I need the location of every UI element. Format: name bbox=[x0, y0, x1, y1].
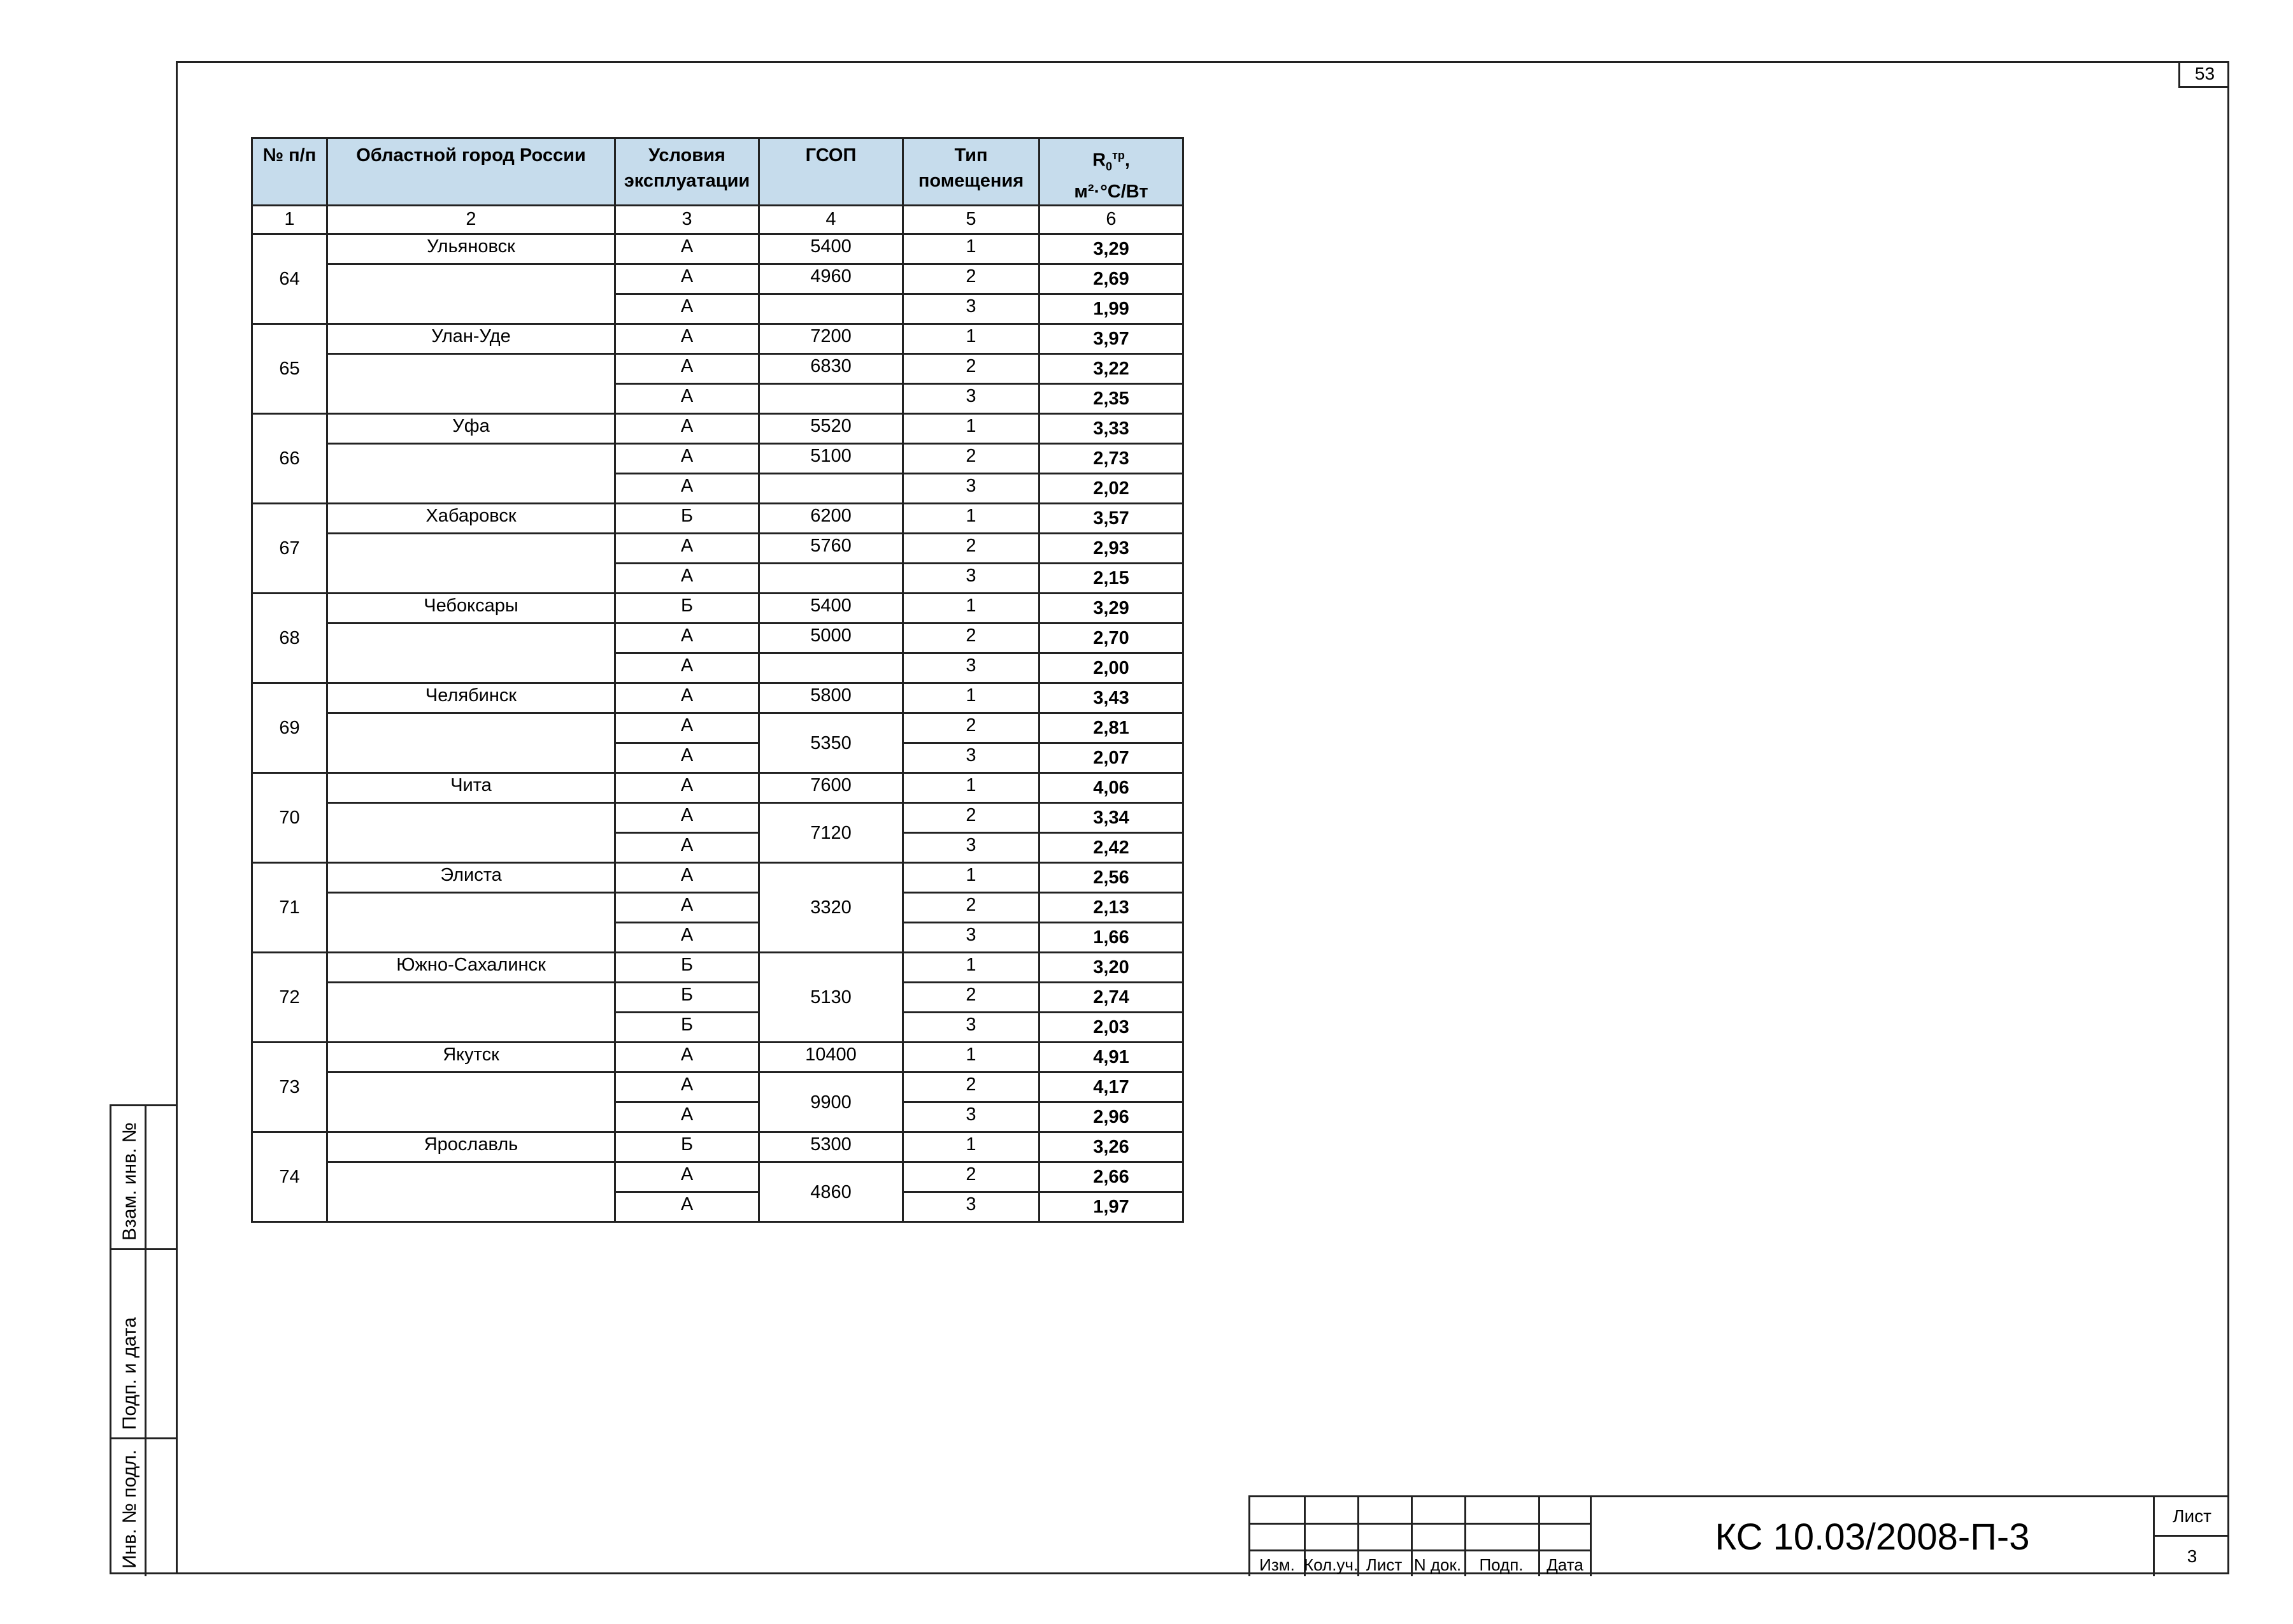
table-row bbox=[252, 1072, 1183, 1102]
resistance-value: 2,00 bbox=[1039, 653, 1183, 683]
resistance-value: 3,26 bbox=[1039, 1132, 1183, 1162]
tb-label-date: Дата bbox=[1547, 1555, 1583, 1574]
operating-conditions: А bbox=[615, 1072, 759, 1102]
operating-conditions: А bbox=[615, 534, 759, 564]
row-number: 69 bbox=[252, 683, 327, 773]
gsop-value: 9900 bbox=[759, 1072, 903, 1132]
city-name: Чебоксары bbox=[327, 594, 615, 623]
room-type: 2 bbox=[903, 354, 1039, 384]
room-type: 2 bbox=[903, 1072, 1039, 1102]
table-row bbox=[252, 713, 1183, 743]
room-type: 1 bbox=[903, 953, 1039, 983]
row-number: 65 bbox=[252, 324, 327, 414]
operating-conditions: А bbox=[615, 833, 759, 863]
room-type: 2 bbox=[903, 1162, 1039, 1192]
row-number: 67 bbox=[252, 504, 327, 594]
resistance-value: 3,29 bbox=[1039, 234, 1183, 264]
gsop-value bbox=[759, 474, 903, 504]
city-name: Элиста bbox=[327, 863, 615, 893]
tb-label-signature: Подп. bbox=[1479, 1555, 1524, 1574]
operating-conditions: А bbox=[615, 474, 759, 504]
row-number: 68 bbox=[252, 594, 327, 683]
room-type: 3 bbox=[903, 564, 1039, 594]
title-block bbox=[1248, 1495, 2229, 1574]
table-row bbox=[252, 1132, 1183, 1162]
resistance-value: 1,99 bbox=[1039, 294, 1183, 324]
table-row bbox=[252, 773, 1183, 803]
side-label-signature: Подп. и дата bbox=[119, 1317, 140, 1430]
room-type: 3 bbox=[903, 743, 1039, 773]
resistance-value: 2,02 bbox=[1039, 474, 1183, 504]
operating-conditions: А bbox=[615, 324, 759, 354]
revision-grid bbox=[1248, 1497, 1590, 1576]
city-name-blank bbox=[327, 803, 615, 863]
resistance-value: 3,29 bbox=[1039, 594, 1183, 623]
room-type: 1 bbox=[903, 504, 1039, 534]
city-name-blank bbox=[327, 1162, 615, 1222]
room-type: 2 bbox=[903, 803, 1039, 833]
operating-conditions: А bbox=[615, 923, 759, 953]
header-number: № п/п bbox=[252, 138, 327, 206]
room-type: 1 bbox=[903, 1132, 1039, 1162]
operating-conditions: А bbox=[615, 863, 759, 893]
tb-label-change: Изм. bbox=[1259, 1555, 1295, 1574]
resistance-value: 4,06 bbox=[1039, 773, 1183, 803]
room-type: 2 bbox=[903, 893, 1039, 923]
resistance-table bbox=[251, 137, 1184, 1223]
city-name-blank bbox=[327, 623, 615, 683]
gsop-value: 7600 bbox=[759, 773, 903, 803]
column-number: 3 bbox=[615, 206, 759, 234]
resistance-value: 3,97 bbox=[1039, 324, 1183, 354]
gsop-value bbox=[759, 653, 903, 683]
room-type: 1 bbox=[903, 863, 1039, 893]
city-name-blank bbox=[327, 713, 615, 773]
table-row bbox=[252, 414, 1183, 444]
resistance-value: 3,43 bbox=[1039, 683, 1183, 713]
gsop-value: 4960 bbox=[759, 264, 903, 294]
operating-conditions: Б bbox=[615, 1132, 759, 1162]
room-type: 3 bbox=[903, 1013, 1039, 1043]
city-name: Южно-Сахалинск bbox=[327, 953, 615, 983]
resistance-value: 2,42 bbox=[1039, 833, 1183, 863]
resistance-value: 3,34 bbox=[1039, 803, 1183, 833]
gsop-value: 5130 bbox=[759, 953, 903, 1043]
operating-conditions: А bbox=[615, 234, 759, 264]
resistance-value: 2,93 bbox=[1039, 534, 1183, 564]
operating-conditions: Б bbox=[615, 983, 759, 1013]
resistance-value: 2,74 bbox=[1039, 983, 1183, 1013]
gsop-value: 5800 bbox=[759, 683, 903, 713]
operating-conditions: А bbox=[615, 1192, 759, 1222]
operating-conditions: А bbox=[615, 743, 759, 773]
resistance-value: 2,03 bbox=[1039, 1013, 1183, 1043]
room-type: 1 bbox=[903, 324, 1039, 354]
room-type: 1 bbox=[903, 234, 1039, 264]
side-cell-signature bbox=[111, 1250, 178, 1439]
row-number: 73 bbox=[252, 1043, 327, 1132]
gsop-value bbox=[759, 384, 903, 414]
city-name: Улан-Уде bbox=[327, 324, 615, 354]
gsop-value: 5100 bbox=[759, 444, 903, 474]
city-name: Чита bbox=[327, 773, 615, 803]
table-row bbox=[252, 983, 1183, 1013]
gsop-value: 4860 bbox=[759, 1162, 903, 1222]
operating-conditions: А bbox=[615, 1102, 759, 1132]
gsop-value: 10400 bbox=[759, 1043, 903, 1072]
room-type: 1 bbox=[903, 683, 1039, 713]
table-row bbox=[252, 623, 1183, 653]
table-row bbox=[252, 354, 1183, 384]
table-row bbox=[252, 683, 1183, 713]
row-number: 74 bbox=[252, 1132, 327, 1222]
resistance-value: 1,97 bbox=[1039, 1192, 1183, 1222]
row-number: 70 bbox=[252, 773, 327, 863]
gsop-value: 7200 bbox=[759, 324, 903, 354]
side-stamp-strip bbox=[110, 1104, 176, 1574]
room-type: 2 bbox=[903, 534, 1039, 564]
room-type: 2 bbox=[903, 264, 1039, 294]
resistance-value: 2,13 bbox=[1039, 893, 1183, 923]
table-row bbox=[252, 803, 1183, 833]
room-type: 2 bbox=[903, 444, 1039, 474]
side-cell-inventory bbox=[111, 1439, 178, 1576]
operating-conditions: А bbox=[615, 1043, 759, 1072]
operating-conditions: А bbox=[615, 623, 759, 653]
table-row bbox=[252, 324, 1183, 354]
header-resistance: $R_0^{тр}$, м²·°С/Вт bbox=[1039, 138, 1183, 206]
room-type: 2 bbox=[903, 623, 1039, 653]
city-name-blank bbox=[327, 893, 615, 953]
city-name-blank bbox=[327, 444, 615, 504]
operating-conditions: А bbox=[615, 653, 759, 683]
resistance-value: 2,69 bbox=[1039, 264, 1183, 294]
gsop-value bbox=[759, 294, 903, 324]
city-name-blank bbox=[327, 534, 615, 594]
gsop-value bbox=[759, 564, 903, 594]
resistance-value: 3,33 bbox=[1039, 414, 1183, 444]
operating-conditions: А bbox=[615, 294, 759, 324]
resistance-value: 2,35 bbox=[1039, 384, 1183, 414]
operating-conditions: А bbox=[615, 564, 759, 594]
column-number-row bbox=[252, 206, 1183, 234]
city-name: Якутск bbox=[327, 1043, 615, 1072]
gsop-value: 5520 bbox=[759, 414, 903, 444]
operating-conditions: Б bbox=[615, 953, 759, 983]
side-label-replacement: Взам. инв. № bbox=[119, 1122, 140, 1241]
operating-conditions: Б bbox=[615, 504, 759, 534]
room-type: 3 bbox=[903, 833, 1039, 863]
resistance-value: 2,96 bbox=[1039, 1102, 1183, 1132]
room-type: 1 bbox=[903, 773, 1039, 803]
gsop-value: 5300 bbox=[759, 1132, 903, 1162]
gsop-value: 6200 bbox=[759, 504, 903, 534]
sheet-number: 3 bbox=[2187, 1546, 2197, 1566]
tb-label-count: Кол.уч. bbox=[1304, 1555, 1359, 1574]
table-header-row bbox=[252, 138, 1183, 206]
row-number: 71 bbox=[252, 863, 327, 953]
column-number: 1 bbox=[252, 206, 327, 234]
resistance-value: 2,07 bbox=[1039, 743, 1183, 773]
header-city: Областной город России bbox=[327, 138, 615, 206]
side-cell-replacement bbox=[111, 1106, 178, 1250]
operating-conditions: А bbox=[615, 354, 759, 384]
header-room-type: Тип помещения bbox=[903, 138, 1039, 206]
row-number: 64 bbox=[252, 234, 327, 324]
room-type: 1 bbox=[903, 414, 1039, 444]
resistance-value: 2,66 bbox=[1039, 1162, 1183, 1192]
resistance-value: 4,17 bbox=[1039, 1072, 1183, 1102]
room-type: 3 bbox=[903, 653, 1039, 683]
operating-conditions: А bbox=[615, 773, 759, 803]
operating-conditions: А bbox=[615, 803, 759, 833]
sheet-box bbox=[2153, 1497, 2229, 1576]
header-conditions: Условия эксплуатации bbox=[615, 138, 759, 206]
gsop-value: 7120 bbox=[759, 803, 903, 863]
table-row bbox=[252, 1043, 1183, 1072]
tb-label-sheet: Лист bbox=[1366, 1555, 1403, 1574]
operating-conditions: А bbox=[615, 1162, 759, 1192]
room-type: 3 bbox=[903, 923, 1039, 953]
city-name: Ульяновск bbox=[327, 234, 615, 264]
table-row bbox=[252, 504, 1183, 534]
city-name: Уфа bbox=[327, 414, 615, 444]
gsop-value: 5000 bbox=[759, 623, 903, 653]
resistance-value: 3,57 bbox=[1039, 504, 1183, 534]
table-row bbox=[252, 234, 1183, 264]
resistance-value: 3,22 bbox=[1039, 354, 1183, 384]
gsop-value: 5760 bbox=[759, 534, 903, 564]
column-number: 5 bbox=[903, 206, 1039, 234]
resistance-value: 2,81 bbox=[1039, 713, 1183, 743]
room-type: 2 bbox=[903, 983, 1039, 1013]
operating-conditions: А bbox=[615, 264, 759, 294]
operating-conditions: А bbox=[615, 893, 759, 923]
resistance-value: 2,15 bbox=[1039, 564, 1183, 594]
room-type: 3 bbox=[903, 474, 1039, 504]
table-row bbox=[252, 444, 1183, 474]
table-row bbox=[252, 893, 1183, 923]
city-name: Челябинск bbox=[327, 683, 615, 713]
operating-conditions: А bbox=[615, 444, 759, 474]
resistance-value: 4,91 bbox=[1039, 1043, 1183, 1072]
row-number: 66 bbox=[252, 414, 327, 504]
resistance-value: 3,20 bbox=[1039, 953, 1183, 983]
table-row bbox=[252, 1162, 1183, 1192]
table-row bbox=[252, 594, 1183, 623]
column-number: 2 bbox=[327, 206, 615, 234]
city-name-blank bbox=[327, 264, 615, 324]
room-type: 1 bbox=[903, 1043, 1039, 1072]
operating-conditions: Б bbox=[615, 594, 759, 623]
column-number: 6 bbox=[1039, 206, 1183, 234]
gsop-value: 5400 bbox=[759, 234, 903, 264]
room-type: 3 bbox=[903, 1102, 1039, 1132]
header-gsop: ГСОП bbox=[759, 138, 903, 206]
tb-label-doc: N док. bbox=[1413, 1555, 1462, 1574]
resistance-value: 2,70 bbox=[1039, 623, 1183, 653]
table-row bbox=[252, 534, 1183, 564]
row-number: 72 bbox=[252, 953, 327, 1043]
table-row bbox=[252, 264, 1183, 294]
operating-conditions: А bbox=[615, 384, 759, 414]
table-row bbox=[252, 863, 1183, 893]
city-name: Хабаровск bbox=[327, 504, 615, 534]
page-number: 53 bbox=[2178, 61, 2229, 88]
side-label-inventory: Инв. № подл. bbox=[119, 1449, 140, 1569]
city-name-blank bbox=[327, 354, 615, 414]
gsop-value: 5350 bbox=[759, 713, 903, 773]
resistance-value: 1,66 bbox=[1039, 923, 1183, 953]
resistance-value: 2,56 bbox=[1039, 863, 1183, 893]
room-type: 3 bbox=[903, 294, 1039, 324]
resistance-value: 2,73 bbox=[1039, 444, 1183, 474]
room-type: 1 bbox=[903, 594, 1039, 623]
operating-conditions: Б bbox=[615, 1013, 759, 1043]
sheet-label: Лист bbox=[2155, 1497, 2229, 1537]
column-number: 4 bbox=[759, 206, 903, 234]
gsop-value: 5400 bbox=[759, 594, 903, 623]
gsop-value: 3320 bbox=[759, 863, 903, 953]
room-type: 3 bbox=[903, 384, 1039, 414]
operating-conditions: А bbox=[615, 414, 759, 444]
room-type: 3 bbox=[903, 1192, 1039, 1222]
city-name-blank bbox=[327, 983, 615, 1043]
table-row bbox=[252, 953, 1183, 983]
operating-conditions: А bbox=[615, 713, 759, 743]
room-type: 2 bbox=[903, 713, 1039, 743]
city-name: Ярославль bbox=[327, 1132, 615, 1162]
operating-conditions: А bbox=[615, 683, 759, 713]
document-code: КС 10.03/2008-П-3 bbox=[1590, 1497, 2153, 1576]
city-name-blank bbox=[327, 1072, 615, 1132]
gsop-value: 6830 bbox=[759, 354, 903, 384]
